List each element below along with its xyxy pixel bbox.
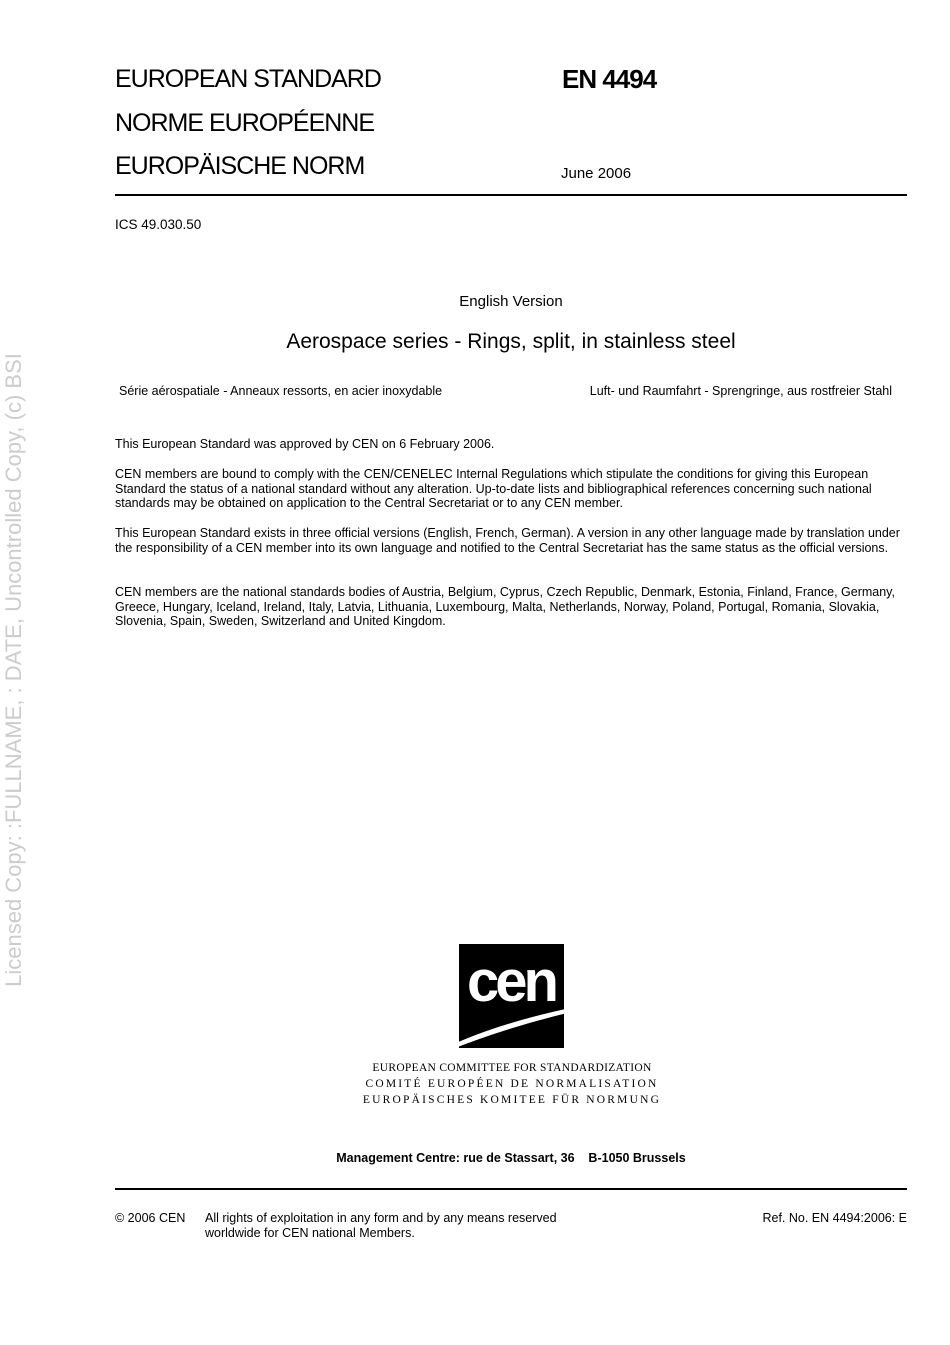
org-name-en: EUROPEAN COMMITTEE FOR STANDARDIZATION [372, 1062, 652, 1074]
org-name-de: EUROPÄISCHES KOMITEE FÜR NORMUNG [362, 1094, 662, 1106]
standard-title-en: EUROPEAN STANDARD [115, 65, 381, 93]
header-rule [115, 194, 907, 196]
members-paragraph: CEN members are the national standards bodies of Austria, Belgium, Cyprus, Czech Republic, Denmark, Estonia, Finland, France, Germany, Greece, Hungary, Iceland, Ireland, Italy, Latvia, Lithuania, Luxembourg, Malta, Netherlands, Norway, Poland, Portugal, Romania, Slovakia, Slovenia, Spain, Sweden, Switzerland and United Kingdom. [115, 585, 895, 629]
copyright: © 2006 CEN [115, 1211, 186, 1225]
standard-title-fr: NORME EUROPÉENNE [115, 109, 375, 137]
ics-code: ICS 49.030.50 [115, 217, 202, 232]
regulations-paragraph: CEN members are bound to comply with the CEN/CENELEC Internal Regulations which stipulate the conditions for giving this European Standard the status of a national standard without any alteration. Up-to-date lists and bibliographical references concerning such national standards may be obtained on application to the Central Secretariat or to any CEN member. [115, 467, 872, 511]
watermark: Licensed Copy: :FULLNAME, : DATE, Uncontrolled Copy, (c) BSI [1, 353, 26, 987]
publication-date: June 2006 [561, 165, 632, 182]
management-centre: Management Centre: rue de Stassart, 36 B-1050 Brussels [336, 1151, 686, 1165]
standard-number: EN 4494 [562, 64, 657, 94]
document-title: Aerospace series - Rings, split, in stainless steel [286, 330, 736, 353]
cen-logo-text: cen [467, 949, 555, 1014]
standard-title-de: EUROPÄISCHE NORM [115, 152, 365, 180]
org-name-fr: COMITÉ EUROPÉEN DE NORMALISATION [365, 1078, 659, 1090]
title-german: Luft- und Raumfahrt - Sprengringe, aus rostfreier Stahl [589, 384, 892, 398]
title-french: Série aérospatiale - Anneaux ressorts, en acier inoxydable [119, 384, 443, 398]
footer-rule [115, 1188, 907, 1190]
approval-paragraph: This European Standard was approved by CEN on 6 February 2006. [115, 437, 495, 451]
rights-line-2: worldwide for CEN national Members. [205, 1226, 415, 1240]
versions-paragraph: This European Standard exists in three official versions (English, French, German). A version in any other language made by translation under the responsibility of a CEN member into its own language and notified to the Central Secretariat has the same status as the official versions. [115, 526, 900, 555]
reference-number: Ref. No. EN 4494:2006: E [762, 1211, 907, 1225]
cen-logo [440, 940, 585, 1052]
rights-line-1: All rights of exploitation in any form and by any means reserved [205, 1211, 557, 1225]
version-label: English Version [459, 293, 563, 310]
rights-statement [205, 1211, 557, 1241]
